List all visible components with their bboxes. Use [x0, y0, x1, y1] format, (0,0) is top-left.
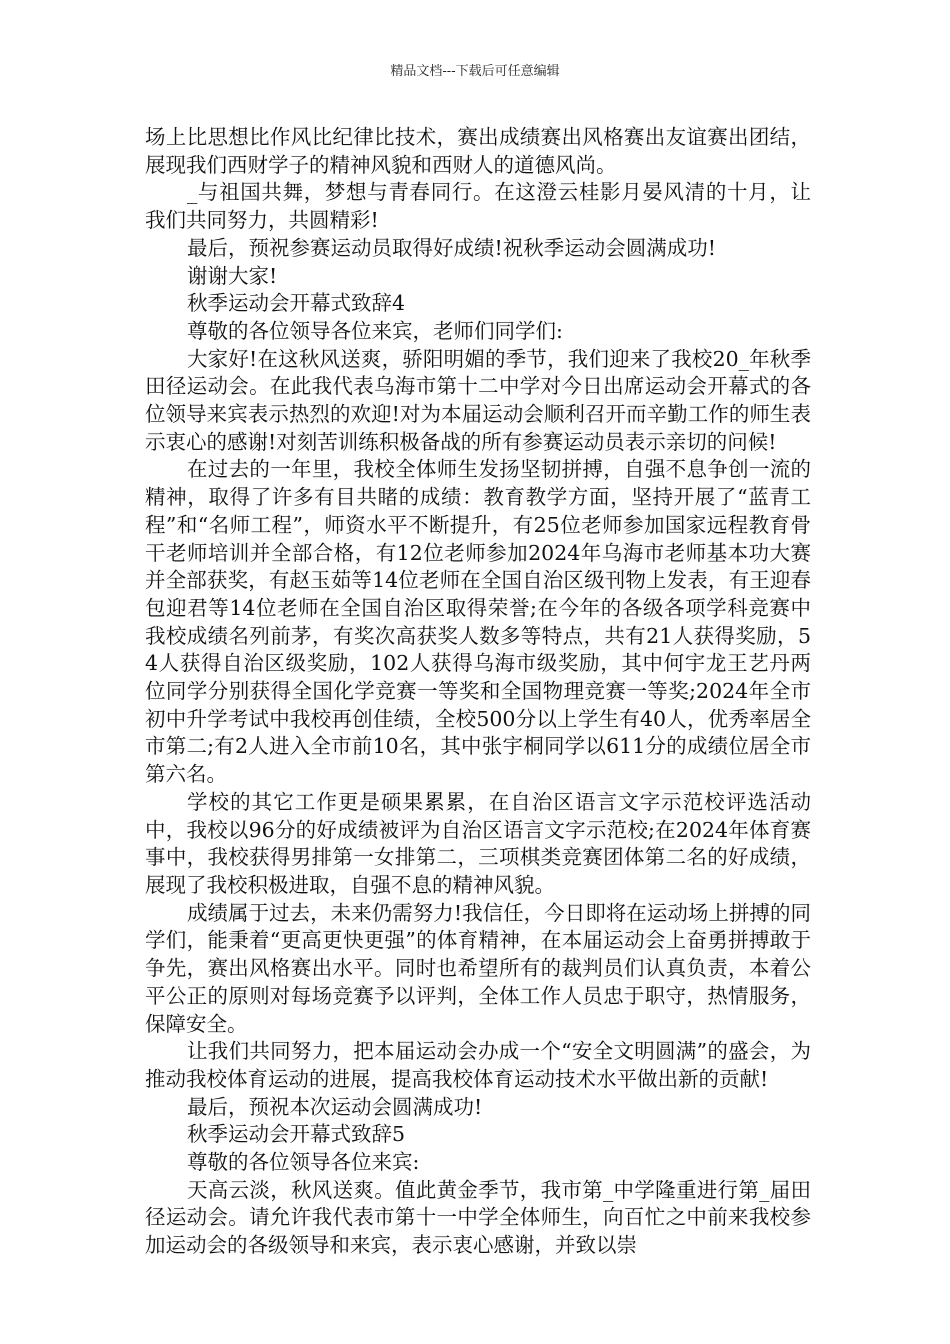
paragraph: _与祖国共舞，梦想与青春同行。在这澄云桂影月晏风清的十月，让我们共同努力，共圆精彩! — [145, 180, 811, 233]
paragraph: 谢谢大家! — [187, 263, 278, 288]
paragraph: 成绩属于过去，未来仍需努力!我信任，今日即将在运动场上拼搏的同学们，能秉着“更高更快更强”的体育精神，在本届运动会上奋勇拼搏敢于争先，赛出风格赛出水平。同时也希望所有的裁判员们认真负责，本着公平公正的原则对每场竞赛予以评判，全体工作人员忠于职守，热情服务，保障安全。 — [145, 900, 811, 1036]
paragraph: 在过去的一年里，我校全体师生发扬坚韧拼搏，自强不息争创一流的精神，取得了许多有目共睹的成绩：教育教学方面，坚持开展了“蓝青工程”和“名师工程”，师资水平不断提升，有25位老师参加国家远程教育骨干老师培训并全部合格，有12位老师参加2024年乌海市老师基本功大赛并全部获奖，有赵玉茹等14位老师在全国自治区级刊物上发表，有王迎春包迎君等14位老师在全国自治区取得荣誉;在今年的各级各项学科竞赛中我校成绩名列前茅，有奖次高获奖人数多等特点，共有21人获得奖励，54人获得自治区级奖励，102人获得乌海市级奖励，其中何宇龙王艺丹两位同学分别获得全国化学竞赛一等奖和全国物理竞赛一等奖;2024年全市初中升学考试中我校再创佳绩，全校500分以上学生有40人，优秀率居全市第二;有2人进入全市前10名，其中张宇桐同学以611分的成绩位居全市第六名。 — [145, 457, 811, 787]
paragraph: 场上比思想比作风比纪律比技术，赛出成绩赛出风格赛出友谊赛出团结，展现我们西财学子的精神风貌和西财人的道德风尚。 — [145, 125, 811, 177]
paragraph: 天高云淡，秋风送爽。值此黄金季节，我市第_中学隆重进行第_届田径运动会。请允许我代表市第十一中学全体师生，向百忙之中前来我校参加运动会的各级领导和来宾，表示衷心感谢，并致以崇 — [145, 1177, 811, 1258]
page-header: 精品文档---下载后可任意编辑 — [390, 64, 560, 79]
paragraph: 让我们共同努力，把本届运动会办成一个“安全文明圆满”的盛会，为推动我校体育运动的进展，提高我校体育运动技术水平做出新的贡献! — [145, 1039, 811, 1091]
salutation: 尊敬的各位领导各位来宾: — [187, 1150, 420, 1175]
document-body — [145, 124, 811, 1260]
paragraph: 最后，预祝本次运动会圆满成功! — [187, 1094, 483, 1119]
salutation: 尊敬的各位领导各位来宾，老师们同学们: — [187, 318, 563, 343]
paragraph: 大家好!在这秋风送爽，骄阳明媚的季节，我们迎来了我校20_年秋季田径运动会。在此我代表乌海市第十二中学对今日出席运动会开幕式的各位领导来宾表示热烈的欢迎!对为本届运动会顺利召开而辛勤工作的师生表示衷心的感谢!对刻苦训练积极备战的所有参赛运动员表示亲切的问候! — [145, 346, 811, 454]
paragraph: 最后，预祝参赛运动员取得好成绩!祝秋季运动会圆满成功! — [187, 235, 716, 260]
section-title: 秋季运动会开幕式致辞5 — [187, 1122, 406, 1147]
section-title: 秋季运动会开幕式致辞4 — [187, 291, 406, 316]
paragraph: 学校的其它工作更是硕果累累，在自治区语言文字示范校评选活动中，我校以96分的好成绩被评为自治区语言文字示范校;在2024年体育赛事中，我校获得男排第一女排第二，三项棋类竞赛团体第二名的好成绩，展现了我校积极进取，自强不息的精神风貌。 — [145, 789, 811, 897]
